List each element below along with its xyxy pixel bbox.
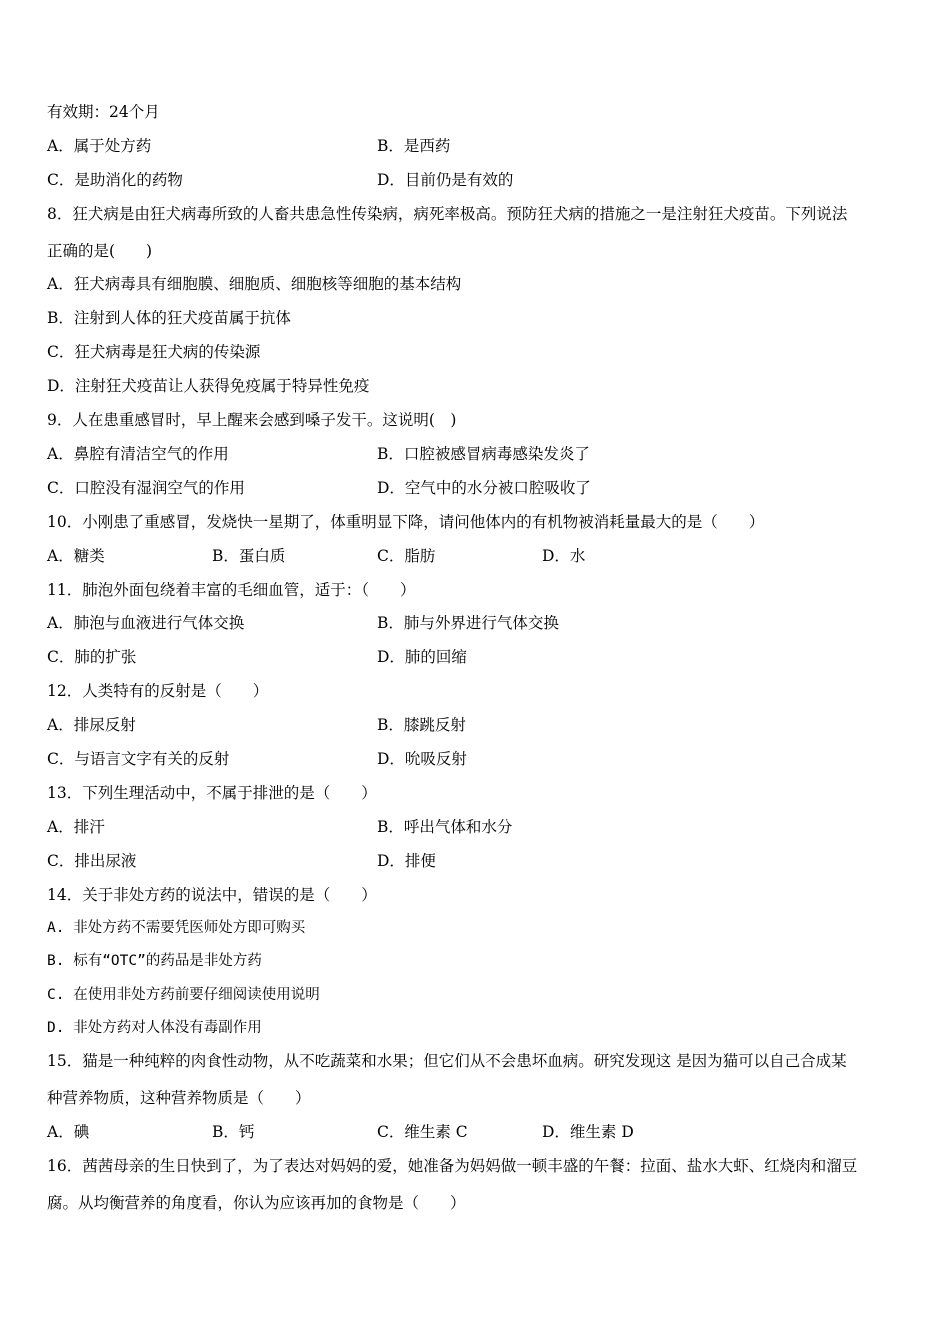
q9-option-d: D．空气中的水分被口腔吸收了 [377,479,591,497]
q13-option-a: A．排汗 [47,818,105,836]
q15-stem-line2: 种营养物质，这种营养物质是（ ） [47,1089,311,1107]
q8-option-d: D．注射狂犬疫苗让人获得免疫属于特异性免疫 [47,377,370,395]
q12-stem: 12．人类特有的反射是（ ） [47,682,269,700]
q12-option-c: C．与语言文字有关的反射 [47,750,230,768]
q9-stem: 9．人在患重感冒时，早上醒来会感到嗓子发干。这说明( ) [47,411,457,429]
q15-option-a: A．碘 [47,1123,90,1141]
q16-stem-line1: 16．茜茜母亲的生日快到了，为了表达对妈妈的爱，她准备为妈妈做一顿丰盛的午餐：拉面、盐水大虾、红烧肉和溜豆 [47,1157,858,1175]
q13-option-b: B．呼出气体和水分 [377,818,513,836]
q12-option-a: A．排尿反射 [47,716,136,734]
q13-option-c: C．排出尿液 [47,852,137,870]
q14-option-b: B. 标有“OTC”的药品是非处方药 [47,953,262,969]
q9-option-a: A．鼻腔有清洁空气的作用 [47,445,229,463]
q9-option-c: C．口腔没有湿润空气的作用 [47,479,245,497]
q10-option-c: C．脂肪 [377,547,436,565]
q12-option-b: B．膝跳反射 [377,716,466,734]
q10-stem: 10．小刚患了重感冒，发烧快一星期了，体重明显下降，请问他体内的有机物被消耗量最大的是（ ） [47,513,765,531]
q16-stem-line2: 腐。从均衡营养的角度看，你认为应该再加的食物是（ ） [47,1194,466,1212]
q14-option-c: C. 在使用非处方药前要仔细阅读使用说明 [47,987,320,1003]
q9-option-b: B．口腔被感冒病毒感染发炎了 [377,445,590,463]
q8-option-a: A．狂犬病毒具有细胞膜、细胞质、细胞核等细胞的基本结构 [47,275,462,293]
q11-option-a: A．肺泡与血液进行气体交换 [47,614,245,632]
q11-option-b: B．肺与外界进行气体交换 [377,614,559,632]
q15-option-b: B．钙 [212,1123,255,1141]
q11-stem: 11．肺泡外面包绕着丰富的毛细血管，适于：（ ） [47,581,416,599]
q8-option-c: C．狂犬病毒是狂犬病的传染源 [47,343,261,361]
q14-stem: 14．关于非处方药的说法中，错误的是（ ） [47,886,377,904]
q7-option-a: A．属于处方药 [47,137,152,155]
q15-option-c: C．维生素 C [377,1123,468,1141]
q10-option-d: D．水 [542,547,586,565]
q10-option-b: B．蛋白质 [212,547,286,565]
q11-option-c: C．肺的扩张 [47,648,137,666]
q7-option-c: C．是助消化的药物 [47,171,183,189]
q15-option-d: D．维生素 D [542,1123,634,1141]
q7-option-b: B．是西药 [377,137,451,155]
q13-stem: 13．下列生理活动中，不属于排泄的是（ ） [47,784,377,802]
q12-option-d: D．吮吸反射 [377,750,467,768]
q8-stem-line1: 8．狂犬病是由狂犬病毒所致的人畜共患急性传染病，病死率极高。预防狂犬病的措施之一是注射狂犬疫苗。下列说法 [47,205,848,223]
q13-option-d: D．排便 [377,852,436,870]
q14-option-d: D. 非处方药对人体没有毒副作用 [47,1020,262,1036]
q14-option-a: A. 非处方药不需要凭医师处方即可购买 [47,920,306,936]
validity-text: 有效期：24个月 [47,103,160,121]
q8-option-b: B．注射到人体的狂犬疫苗属于抗体 [47,309,291,327]
q7-option-d: D．目前仍是有效的 [377,171,514,189]
q8-stem-line2: 正确的是( ) [47,242,153,260]
q11-option-d: D．肺的回缩 [377,648,467,666]
q15-stem-line1: 15．猫是一种纯粹的肉食性动物，从不吃蔬菜和水果；但它们从不会患坏血病。研究发现这 是因为猫可以自己合成某 [47,1052,847,1070]
q10-option-a: A．糖类 [47,547,105,565]
